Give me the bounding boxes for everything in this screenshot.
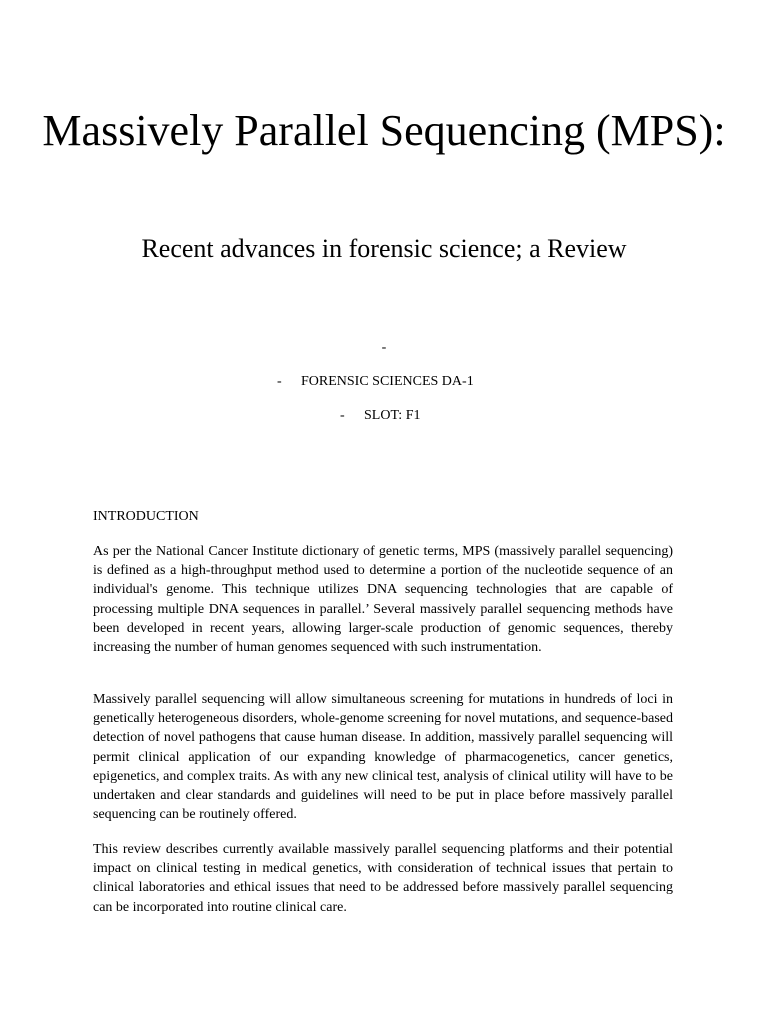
- dash-separator: -: [381, 340, 387, 355]
- list-bullet: -: [277, 374, 282, 389]
- course-line: [277, 374, 474, 390]
- course-label: FORENSIC SCIENCES DA-1: [301, 374, 474, 389]
- document-subtitle: Recent advances in forensic science; a Review: [141, 234, 627, 263]
- document-title: Massively Parallel Sequencing (MPS):: [42, 106, 726, 155]
- slot-label: SLOT: F1: [364, 408, 421, 423]
- paragraph-1: As per the National Cancer Institute dictionary of genetic terms, MPS (massively parallel sequencing) is defined as a high-throughput method used to determine a portion of the nucleotide sequence of an individual's genome. This technique utilizes DNA sequencing technologies that are capable of processing multiple DNA sequences in parallel.’ Several massively parallel sequencing methods have been developed in recent years, allowing larger-scale production of genomic sequences, thereby increasing the number of human genomes sequenced with such instrumentation.: [93, 544, 673, 656]
- section-heading-introduction: INTRODUCTION: [93, 509, 199, 524]
- list-bullet: -: [340, 408, 345, 423]
- slot-line: [340, 408, 420, 424]
- paragraph-2: Massively parallel sequencing will allow simultaneous screening for mutations in hundreds of loci in genetically heterogeneous disorders, whole-genome screening for novel mutations, and sequence-based detection of novel pathogens that cause human disease. In addition, massively parallel sequencing will permit clinical application of our expanding knowledge of pharmacogenetics, cancer genetics, epigenetics, and complex traits. As with any new clinical test, analysis of clinical utility will have to be undertaken and clear standards and guidelines will need to be put in place before massively parallel sequencing can be routinely offered.: [93, 692, 673, 823]
- paragraph-3: This review describes currently available massively parallel sequencing platforms and their potential impact on clinical testing in medical genetics, with consideration of technical issues that pertain to clinical laboratories and ethical issues that need to be addressed before massively parallel sequencing can be incorporated into routine clinical care.: [93, 842, 673, 915]
